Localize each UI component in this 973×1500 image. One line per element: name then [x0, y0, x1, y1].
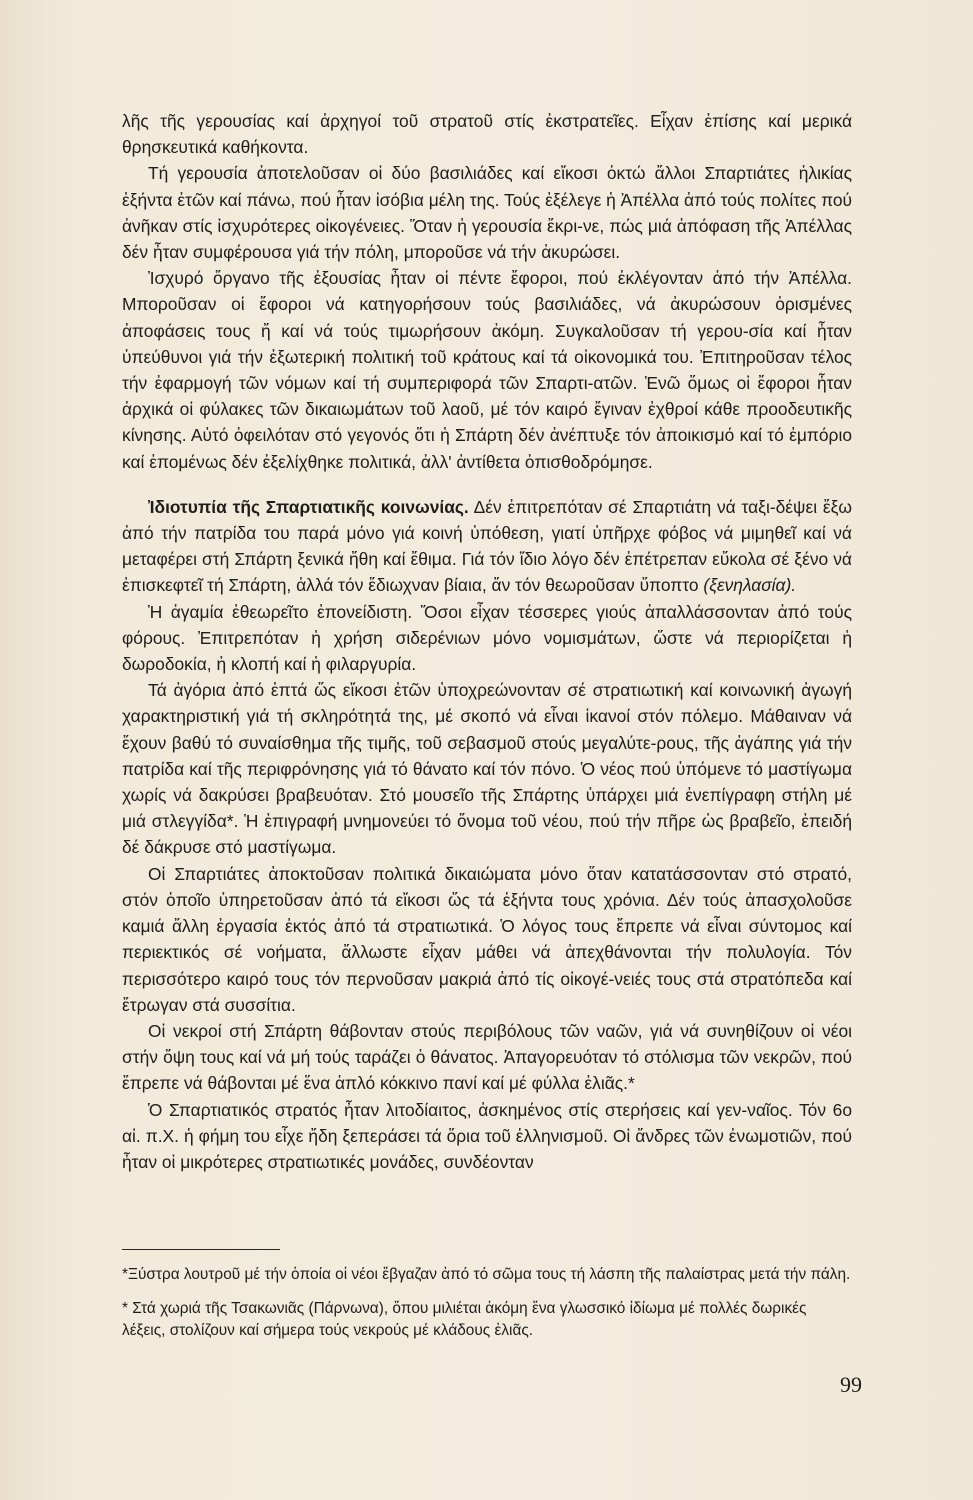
- paragraph-8: Οἱ νεκροί στή Σπάρτη θάβονταν στούς περιβόλους τῶν ναῶν, γιά νά συνηθίζουν οἱ νέοι στήν ὄψη τους καί νά μή τούς ταράζει ὁ θάνατος. Ἀπαγορευόταν τό στόλισμα τῶν νεκρῶν, πού ἔπρεπε νά θάβονται μέ ἕνα ἁπλό κόκκινο πανί καί μέ φύλλα ἐλιᾶς.*: [122, 1020, 852, 1094]
- page-number: 99: [840, 1372, 862, 1397]
- paragraph-2: Τή γερουσία ἀποτελοῦσαν οἱ δύο βασιλιάδες καί εἴκοσι ὀκτώ ἄλλοι Σπαρτιάτες ἡλικίας ἑξήντα ἐτῶν καί πάνω, πού ἦταν ἰσόβια μέλη της. Τούς ἐξέλεγε ἡ Ἀπέλλα ἀπό τούς πολίτες πού ἀνῆκαν στίς ἰσχυρότερες οἰκογένειες. Ὅταν ἡ γερουσία ἔκρι-νε, πώς μιά ἀπόφαση τῆς Ἀπέλλας δέν ἦταν συμφέρουσα γιά τήν πόλη, μποροῦσε νά τήν ἀκυρώσει.: [122, 163, 853, 263]
- footnote-separator: [122, 1249, 280, 1250]
- paragraph-9: Ὁ Σπαρτιατικός στρατός ἦταν λιτοδίαιτος, ἀσκημένος στίς στερήσεις καί γεν-ναῖος. Τόν 6ο αἰ. π.Χ. ἡ φήμη του εἶχε ἤδη ξεπεράσει τά ὅρια τοῦ ἑλληνισμοῦ. Οἱ ἄνδρες τῶν ἐνωμοτιῶν, πού ἦταν οἱ μικρότερες στρατιωτικές μονάδες, συνδέονταν: [122, 1099, 852, 1172]
- paragraph-4-italic: (ξενηλασία).: [703, 575, 797, 596]
- paragraph-4-text: Δέν ἐπιτρεπόταν σέ Σπαρτιάτη νά ταξι-δέψει ἔξω ἀπό τήν πατρίδα του παρά μόνο γιά κοινή ὑπόθεση, γιατί ὑπῆρχε φόβος νά μιμηθεῖ καί νά μεταφέρει στή Σπάρτη ξενικά ἤθη καί ἔθιμα. Γιά τόν ἴδιο λόγο δέν ἐπέτρεπαν εὔκολα σέ ξένο νά ἐπισκεφτεῖ τή Σπάρτη, ἀλλά τόν ἔδιωχναν βίαια, ἄν τόν θεωροῦσαν ὕποπτο: [122, 496, 852, 596]
- footnote-1: *Ξύστρα λουτροῦ μέ τήν ὁποία οἱ νέοι ἔβγαζαν ἀπό τό σῶμα τους τή λάσπη τῆς παλαίστρας μετά τήν πάλη.: [122, 1266, 851, 1283]
- paragraph-1: λῆς τῆς γερουσίας καί ἀρχηγοί τοῦ στρατοῦ στίς ἐκστρατεῖες. Εἶχαν ἐπίσης καί μερικά θρησκευτικά καθήκοντα.: [122, 111, 852, 158]
- footnote-2: * Στά χωριά τῆς Τσακωνιᾶς (Πάρνωνα), ὅπου μιλιέται ἀκόμη ἕνα γλωσσικό ἰδίωμα μέ πολλές δωρικές λέξεις, στολίζουν καί σήμερα τούς νεκρούς μέ κλάδους ἐλιᾶς.: [122, 1300, 807, 1339]
- footnotes: [122, 1264, 852, 1354]
- paragraph-4: [122, 494, 852, 599]
- body-text: [122, 108, 852, 1175]
- paragraph-6: Τά ἀγόρια ἀπό ἑπτά ὥς εἴκοσι ἐτῶν ὑποχρεώνονταν σέ στρατιωτική καί κοινωνική ἀγωγή χαρακτηριστική γιά τή σκληρότητά της, μέ σκοπό νά εἶναι ἱκανοί στόν πόλεμο. Μάθαιναν νά ἔχουν βαθύ τό συναίσθημα τῆς τιμῆς, τοῦ σεβασμοῦ στούς μεγαλύτε-ρους, τῆς ἀγάπης γιά τήν πατρίδα καί τῆς περιφρόνησης γιά τό θάνατο καί τόν πόνο. Ὁ νέος πού ὑπόμενε τό μαστίγωμα χωρίς νά δακρύσει βραβευόταν. Στό μουσεῖο τῆς Σπάρτης ὑπάρχει μιά ἐνεπίγραφη στήλη μέ μιά στλεγγίδα*. Ἡ ἐπιγραφή μνημονεύει τό ὄνομα τοῦ νέου, πού τήν πῆρε ὡς βραβεῖο, ἐπειδή δέ δάκρυσε στό μαστίγωμα.: [122, 680, 852, 858]
- paragraph-3: Ἰσχυρό ὄργανο τῆς ἐξουσίας ἦταν οἱ πέντε ἔφοροι, πού ἐκλέγονταν ἀπό τήν Ἀπέλλα. Μποροῦσαν οἱ ἔφοροι νά κατηγορήσουν τούς βασιλιάδες, νά ἀκυρώσουν ὁρισμένες ἀποφάσεις τους ἤ καί νά τούς τιμωρήσουν ἀκόμη. Συγκαλοῦσαν τή γερου-σία καί ἦταν ὑπεύθυνοι γιά τήν ἐξωτερική πολιτική τοῦ κράτους καί τά οἰκονομικά του. Ἐπιτηροῦσαν τέλος τήν ἐφαρμογή τῶν νόμων καί τή συμπεριφορά τῶν Σπαρτι-ατῶν. Ἐνῶ ὅμως οἱ ἔφοροι ἦταν ἀρχικά οἱ φύλακες τῶν δικαιωμάτων τοῦ λαοῦ, μέ τόν καιρό ἔγιναν ἐχθροί κάθε προοδευτικῆς κίνησης. Αὐτό ὀφειλόταν στό γεγονός ὅτι ἡ Σπάρτη δέν ἀνέπτυξε τόν ἀποικισμό καί τό ἐμπόριο καί ἐπομένως δέν ἐξελίχθηκε πολιτικά, ἀλλ' ἀντίθετα ὀπισθοδρόμησε.: [122, 268, 852, 472]
- paragraph-5: Ἡ ἀγαμία ἐθεωρεῖτο ἐπονείδιστη. Ὅσοι εἶχαν τέσσερες γιούς ἀπαλλάσσονταν ἀπό τούς φόρους. Ἐπιτρεπόταν ἡ χρήση σιδερένιων μόνο νομισμάτων, ὥστε νά περιορίζεται ἡ δωροδοκία, ἡ κλοπή καί ἡ φιλαργυρία.: [122, 601, 852, 675]
- section-heading: Ἰδιοτυπία τῆς Σπαρτιατικῆς κοινωνίας.: [148, 496, 469, 517]
- paragraph-7: Οἱ Σπαρτιάτες ἀποκτοῦσαν πολιτικά δικαιώματα μόνο ὅταν κατατάσσονταν στό στρατό, στόν ὁποῖο ὑπηρετοῦσαν ἀπό τά εἴκοσι ὥς τά ἑξήντα τους χρόνια. Δέν τούς ἀπασχολοῦσε καμιά ἄλλη ἐργασία ἐκτός ἀπό τά στρατιωτικά. Ὁ λόγος τους ἔπρεπε νά εἶναι σύντομος καί περιεκτικός σέ νοήματα, ἄλλωστε εἶχαν μάθει νά ἀπεχθάνονται τήν πολυλογία. Τόν περισσότερο καιρό τους τόν περνοῦσαν μακριά ἀπό τίς οἰκογέ-νειές τους στά στρατόπεδα καί ἔτρωγαν στά συσσίτια.: [122, 863, 852, 1015]
